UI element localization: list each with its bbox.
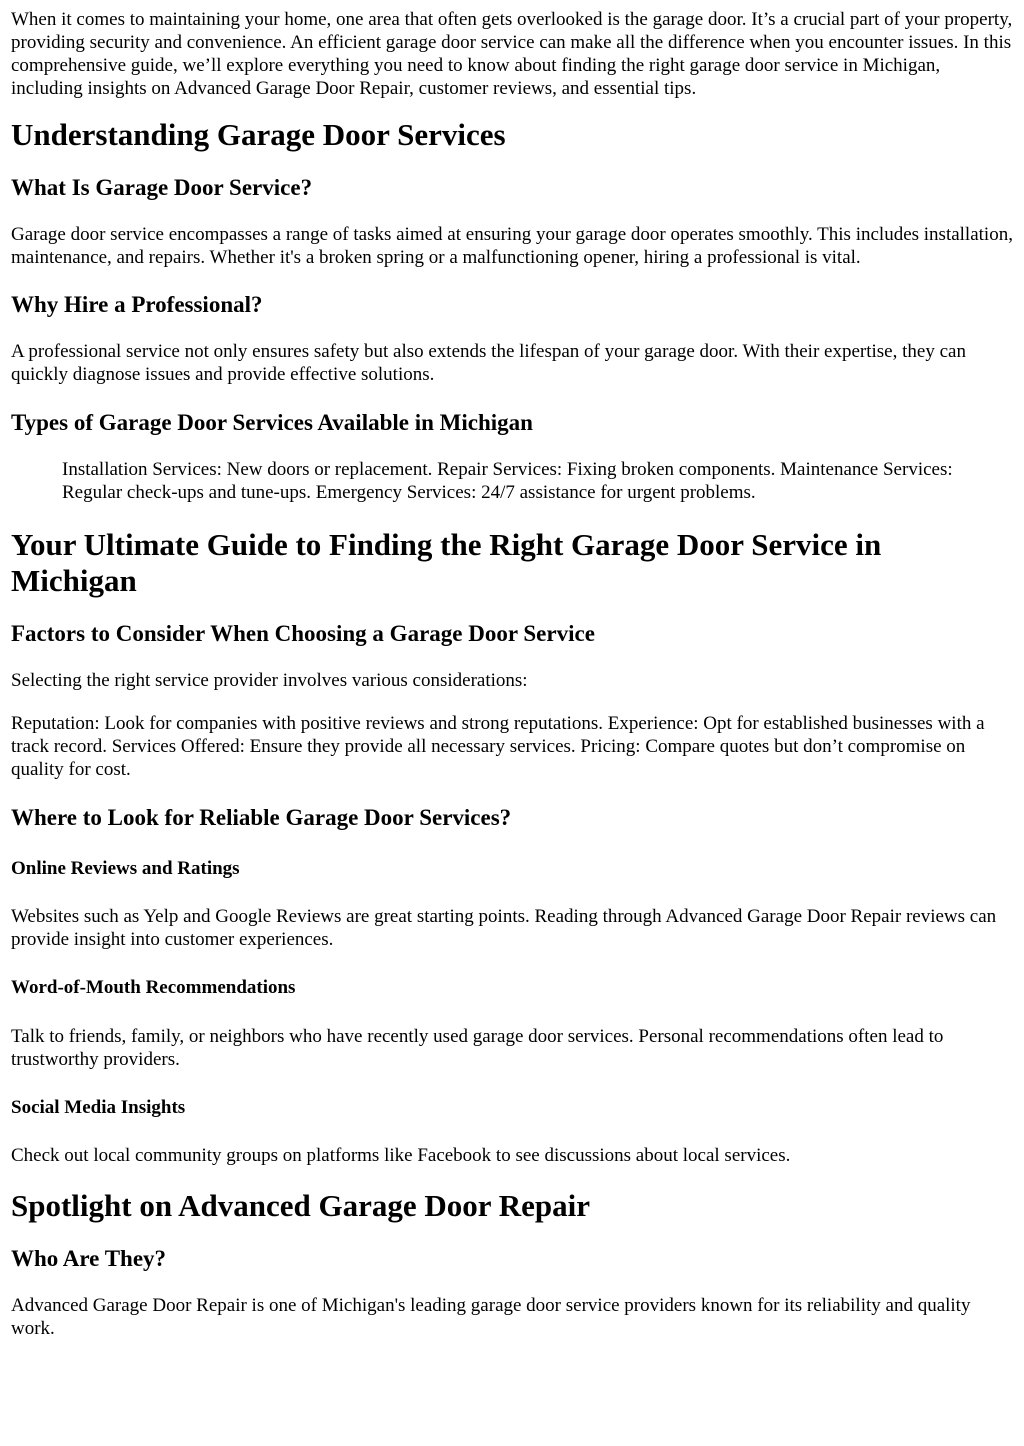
subheading-why-hire: Why Hire a Professional?: [11, 292, 263, 317]
paragraph-factors-intro: Selecting the right service provider involves various considerations:: [11, 670, 528, 691]
subheading-online-reviews: Online Reviews and Ratings: [11, 858, 240, 879]
paragraph-factors-list: Reputation: Look for companies with positive reviews and strong reputations. Experience: Opt for established businesses with a track record. Services Offered: Ensure they provide all necessary services. Pricing: Compare quotes but don’t compromise on quality for cost.: [11, 713, 985, 780]
paragraph-word-of-mouth: Talk to friends, family, or neighbors who have recently used garage door services. Personal recommendations often lead to trustworthy providers.: [11, 1026, 944, 1070]
paragraph-who-are-they: Advanced Garage Door Repair is one of Michigan's leading garage door service providers known for its reliability and quality work.: [11, 1295, 971, 1339]
subheading-what-is: What Is Garage Door Service?: [11, 175, 313, 200]
section-heading-ultimate-guide: Your Ultimate Guide to Finding the Right Garage Door Service in Michigan: [11, 527, 882, 598]
subheading-word-of-mouth: Word-of-Mouth Recommendations: [11, 977, 296, 998]
subheading-who-are-they: Who Are They?: [11, 1246, 167, 1271]
paragraph-why-hire: A professional service not only ensures safety but also extends the lifespan of your garage door. With their expertise, they can quickly diagnose issues and provide effective solutions.: [11, 341, 966, 385]
subheading-factors: Factors to Consider When Choosing a Garage Door Service: [11, 621, 595, 646]
paragraph-online-reviews: Websites such as Yelp and Google Reviews are great starting points. Reading through Advanced Garage Door Repair reviews can provide insight into customer experiences.: [11, 906, 997, 950]
section-heading-understanding: Understanding Garage Door Services: [11, 117, 506, 152]
subheading-where-to-look: Where to Look for Reliable Garage Door Services?: [11, 805, 512, 830]
subheading-types: Types of Garage Door Services Available in Michigan: [11, 410, 533, 435]
section-heading-spotlight: Spotlight on Advanced Garage Door Repair: [11, 1188, 590, 1223]
paragraph-types-list: Installation Services: New doors or replacement. Repair Services: Fixing broken components. Maintenance Services: Regular check-ups and tune-ups. Emergency Services: 24/7 assistance for urgent problems.: [62, 459, 953, 503]
paragraph-what-is: Garage door service encompasses a range of tasks aimed at ensuring your garage door operates smoothly. This includes installation, maintenance, and repairs. Whether it's a broken spring or a malfunctioning opener, hiring a professional is vital.: [11, 224, 1013, 268]
intro-paragraph: When it comes to maintaining your home, one area that often gets overlooked is the garage door. It’s a crucial part of your property, providing security and convenience. An efficient garage door service can make all the difference when you encounter issues. In this comprehensive guide, we’ll explore everything you need to know about finding the right garage door service in Michigan, including insights on Advanced Garage Door Repair, customer reviews, and essential tips.: [11, 9, 1013, 99]
paragraph-social-media: Check out local community groups on platforms like Facebook to see discussions about local services.: [11, 1145, 791, 1166]
subheading-social-media: Social Media Insights: [11, 1097, 186, 1118]
